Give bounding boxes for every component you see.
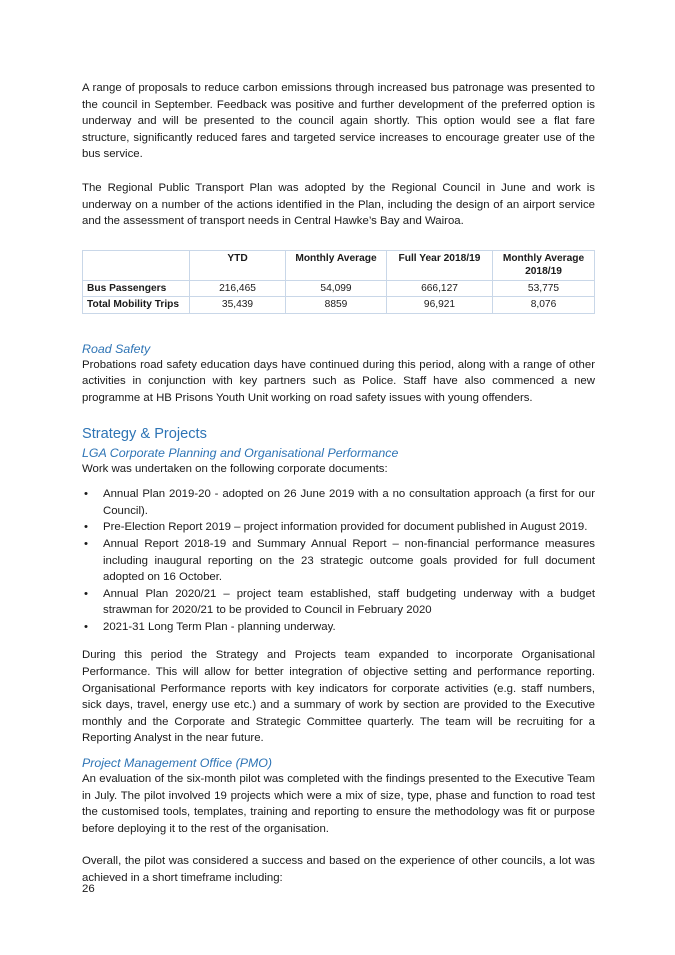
page-number: 26 [82, 883, 95, 895]
road-safety-heading: Road Safety [82, 341, 151, 356]
strategy-projects-heading: Strategy & Projects [82, 425, 207, 442]
list-item [82, 486, 595, 519]
table-cell: 54,099 [286, 280, 387, 297]
spacer [82, 163, 595, 180]
patronage-table [82, 250, 595, 314]
spacer [82, 407, 595, 425]
table-header-cell: Monthly Average [286, 250, 387, 280]
pmo-paragraph-2: Overall, the pilot was considered a success and based on the experience of other councils, a lot was achieved in a short timeframe including: [82, 855, 595, 884]
bullet-icon: • [84, 620, 88, 633]
list-item-text: Pre-Election Report 2019 – project information provided for document published in August 2019. [103, 521, 588, 534]
list-item [82, 519, 595, 536]
spacer [82, 747, 595, 755]
list-item [82, 586, 595, 619]
list-item [82, 536, 595, 586]
spacer [82, 477, 595, 486]
spacer [82, 314, 595, 341]
pmo-paragraph-1: An evaluation of the six-month pilot was completed with the findings presented to the Executive Team in July. The pilot involved 19 projects which were a mix of size, type, phase and function to road test the customised tools, templates, training and reporting to ensure the methodology was fit or purpose before deploying it to the rest of the organisation. [82, 773, 595, 835]
list-item [82, 619, 595, 636]
table-cell: 666,127 [387, 280, 493, 297]
table-cell: 216,465 [190, 280, 286, 297]
corporate-documents-list [82, 486, 595, 635]
spacer [82, 635, 595, 647]
bullet-icon: • [84, 537, 88, 550]
document-page [82, 80, 595, 887]
table-header-cell [83, 250, 190, 280]
table-header-cell: Full Year 2018/19 [387, 250, 493, 280]
spacer [82, 837, 595, 853]
bullet-icon: • [84, 587, 88, 600]
bullet-icon: • [84, 521, 88, 534]
spacer [82, 230, 595, 246]
table-row [83, 297, 595, 314]
table-cell: 8859 [286, 297, 387, 314]
pmo-heading: Project Management Office (PMO) [82, 756, 273, 771]
list-item-text: Annual Plan 2019-20 - adopted on 26 June 2019 with a no consultation approach (a first for our Council). [103, 488, 595, 517]
bullet-icon: • [84, 488, 88, 501]
road-safety-paragraph: Probations road safety education days have continued during this period, along with a range of other activities in conjunction with key partners such as Police. Staff have also commenced a new programme at HB Prisons Youth Unit working on road safety issues with young offenders. [82, 358, 595, 404]
table-row-label: Total Mobility Trips [83, 297, 190, 314]
table-header-cell: YTD [190, 250, 286, 280]
table-row [83, 280, 595, 297]
table-header-row [83, 250, 595, 280]
table-cell: 35,439 [190, 297, 286, 314]
table-cell: 53,775 [493, 280, 595, 297]
lga-intro: Work was undertaken on the following corporate documents: [82, 462, 388, 475]
table-header-cell: Monthly Average 2018/19 [493, 250, 595, 280]
list-item-text: 2021-31 Long Term Plan - planning underway. [103, 620, 336, 633]
table-row-label: Bus Passengers [83, 280, 190, 297]
list-item-text: Annual Report 2018-19 and Summary Annual Report – non-financial performance measures including inaugural reporting on the 23 strategic outcome goals provided for full document adopted on 16 October. [103, 537, 595, 584]
intro-paragraph-2: The Regional Public Transport Plan was adopted by the Regional Council in June and work is underway on a number of the actions identified in the Plan, including the design of an airport service and the assessment of transport needs in Central Hawke’s Bay and Wairoa. [82, 181, 595, 228]
list-item-text: Annual Plan 2020/21 – project team established, staff budgeting underway with a budget strawman for 2020/21 to be provided to Council in February 2020 [103, 587, 595, 617]
intro-paragraph-1: A range of proposals to reduce carbon emissions through increased bus patronage was presented to the council in September. Feedback was positive and further development of the preferred option is underway and will be presented to the council again shortly. This option would see a flat fare structure, significantly reduced fares and targeted service increases to encourage greater use of the bus service. [82, 82, 595, 161]
table-cell: 8,076 [493, 297, 595, 314]
organisational-performance-paragraph: During this period the Strategy and Projects team expanded to incorporate Organisational Performance. This will allow for better integration of objective setting and performance reporting. Organisational Performance reports with key indicators for corporate activities (e.g. staff numbers, sick days, travel, energy use etc.) and a summary of work by section are provided to the Executive monthly and the Corporate and Strategic Committee quarterly. The team will be recruiting for a Reporting Analyst in the near future. [82, 649, 595, 745]
lga-heading: LGA Corporate Planning and Organisational Performance [82, 445, 399, 460]
table-cell: 96,921 [387, 297, 493, 314]
